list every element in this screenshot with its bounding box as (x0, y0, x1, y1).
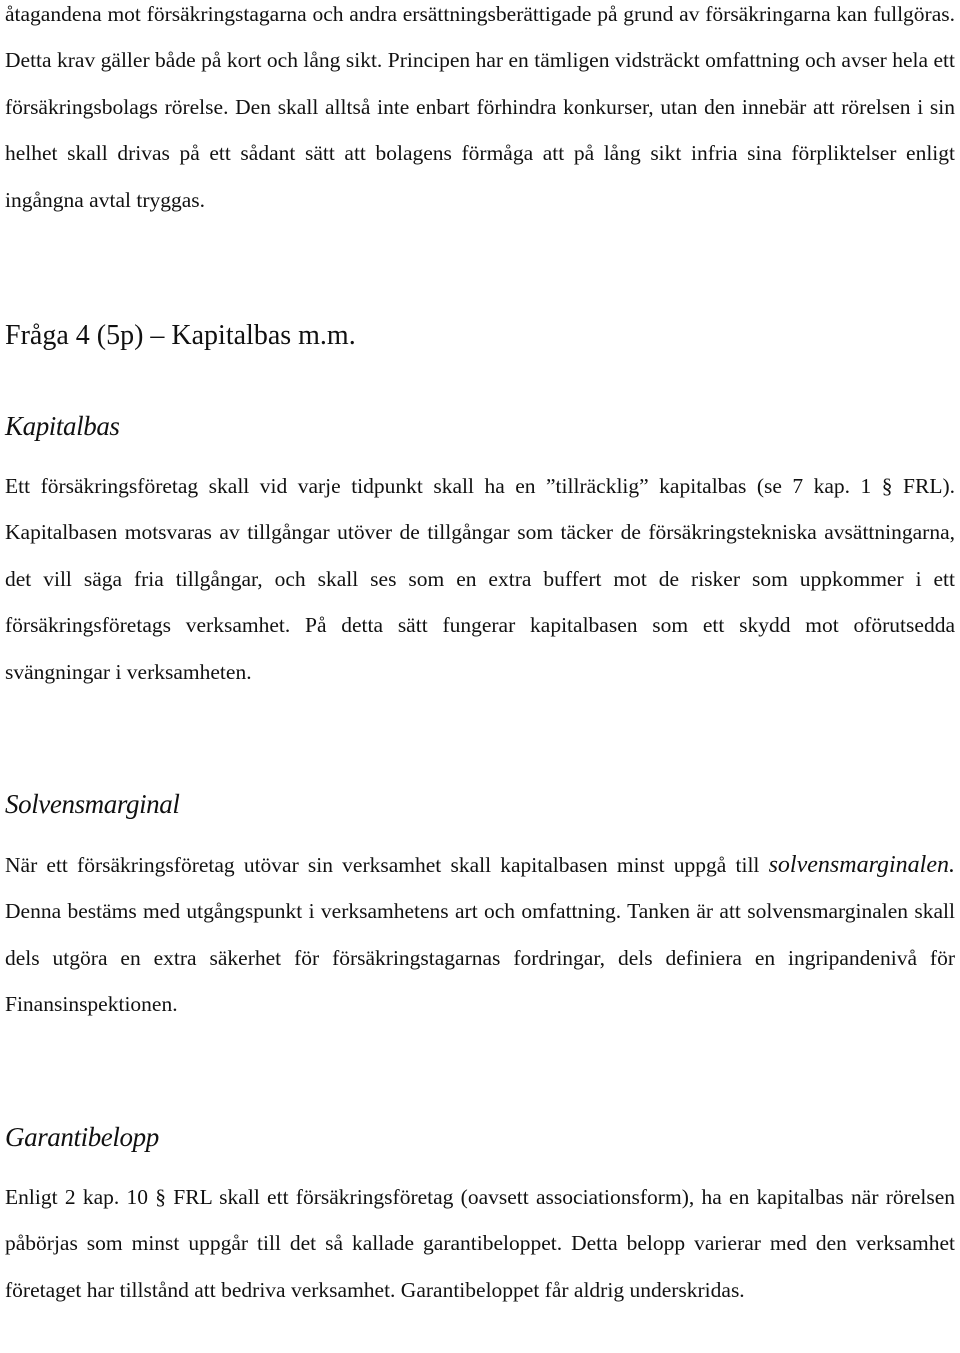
intro-paragraph: åtagandena mot försäkringstagarna och andra ersättningsberättigade på grund av försäkringarna kan fullgöras. Detta krav gäller både på kort och lång sikt. Principen har en tämligen vidsträckt omfattning och avser hela ett försäkringsbolags rörelse. Den skall alltså inte enbart förhindra konkurser, utan den innebär att rörelsen i sin helhet skall drivas på ett sådant sätt att bolagens förmåga att på lång sikt infria sina förpliktelser enligt ingångna avtal tryggas. (5, 2, 955, 212)
garantibelopp-heading: Garantibelopp (5, 1122, 159, 1152)
solvens-text-after: Denna bestäms med utgångspunkt i verksamhetens art och omfattning. Tanken är att solvensmarginalen skall dels utgöra en extra säkerhet för försäkringstagarnas fordringar, dels definiera en ingripandenivå för Finansinspektionen. (5, 899, 955, 1017)
question-title: Fråga 4 (5p) – Kapitalbas m.m. (5, 320, 356, 351)
kapitalbas-paragraph: Ett försäkringsföretag skall vid varje tidpunkt skall ha en ”tillräcklig” kapitalbas (se 7 kap. 1 § FRL). Kapitalbasen motsvaras av tillgångar utöver de tillgångar som täcker de försäkringstekniska avsättningarna, det vill säga fria tillgångar, och skall ses som en extra buffert mot de risker som uppkommer i ett försäkringsföretags verksamhet. På detta sätt fungerar kapitalbasen som ett skydd mot oförutsedda svängningar i verksamheten. (5, 474, 955, 684)
solvensmarginal-term: solvensmarginalen. (768, 852, 955, 878)
solvens-text-before: När ett försäkringsföretag utövar sin verksamhet skall kapitalbasen minst uppgå till (5, 853, 769, 877)
solvensmarginal-heading: Solvensmarginal (5, 789, 180, 819)
kapitalbas-heading: Kapitalbas (5, 411, 120, 441)
solvensmarginal-paragraph (5, 842, 955, 1028)
garantibelopp-paragraph: Enligt 2 kap. 10 § FRL skall ett försäkringsföretag (oavsett associationsform), ha en kapitalbas när rörelsen påbörjas som minst uppgår till det så kallade garantibeloppet. Detta belopp varierar med den verksamhet företaget har tillstånd att bedriva verksamhet. Garantibeloppet får aldrig underskridas. (5, 1185, 955, 1302)
